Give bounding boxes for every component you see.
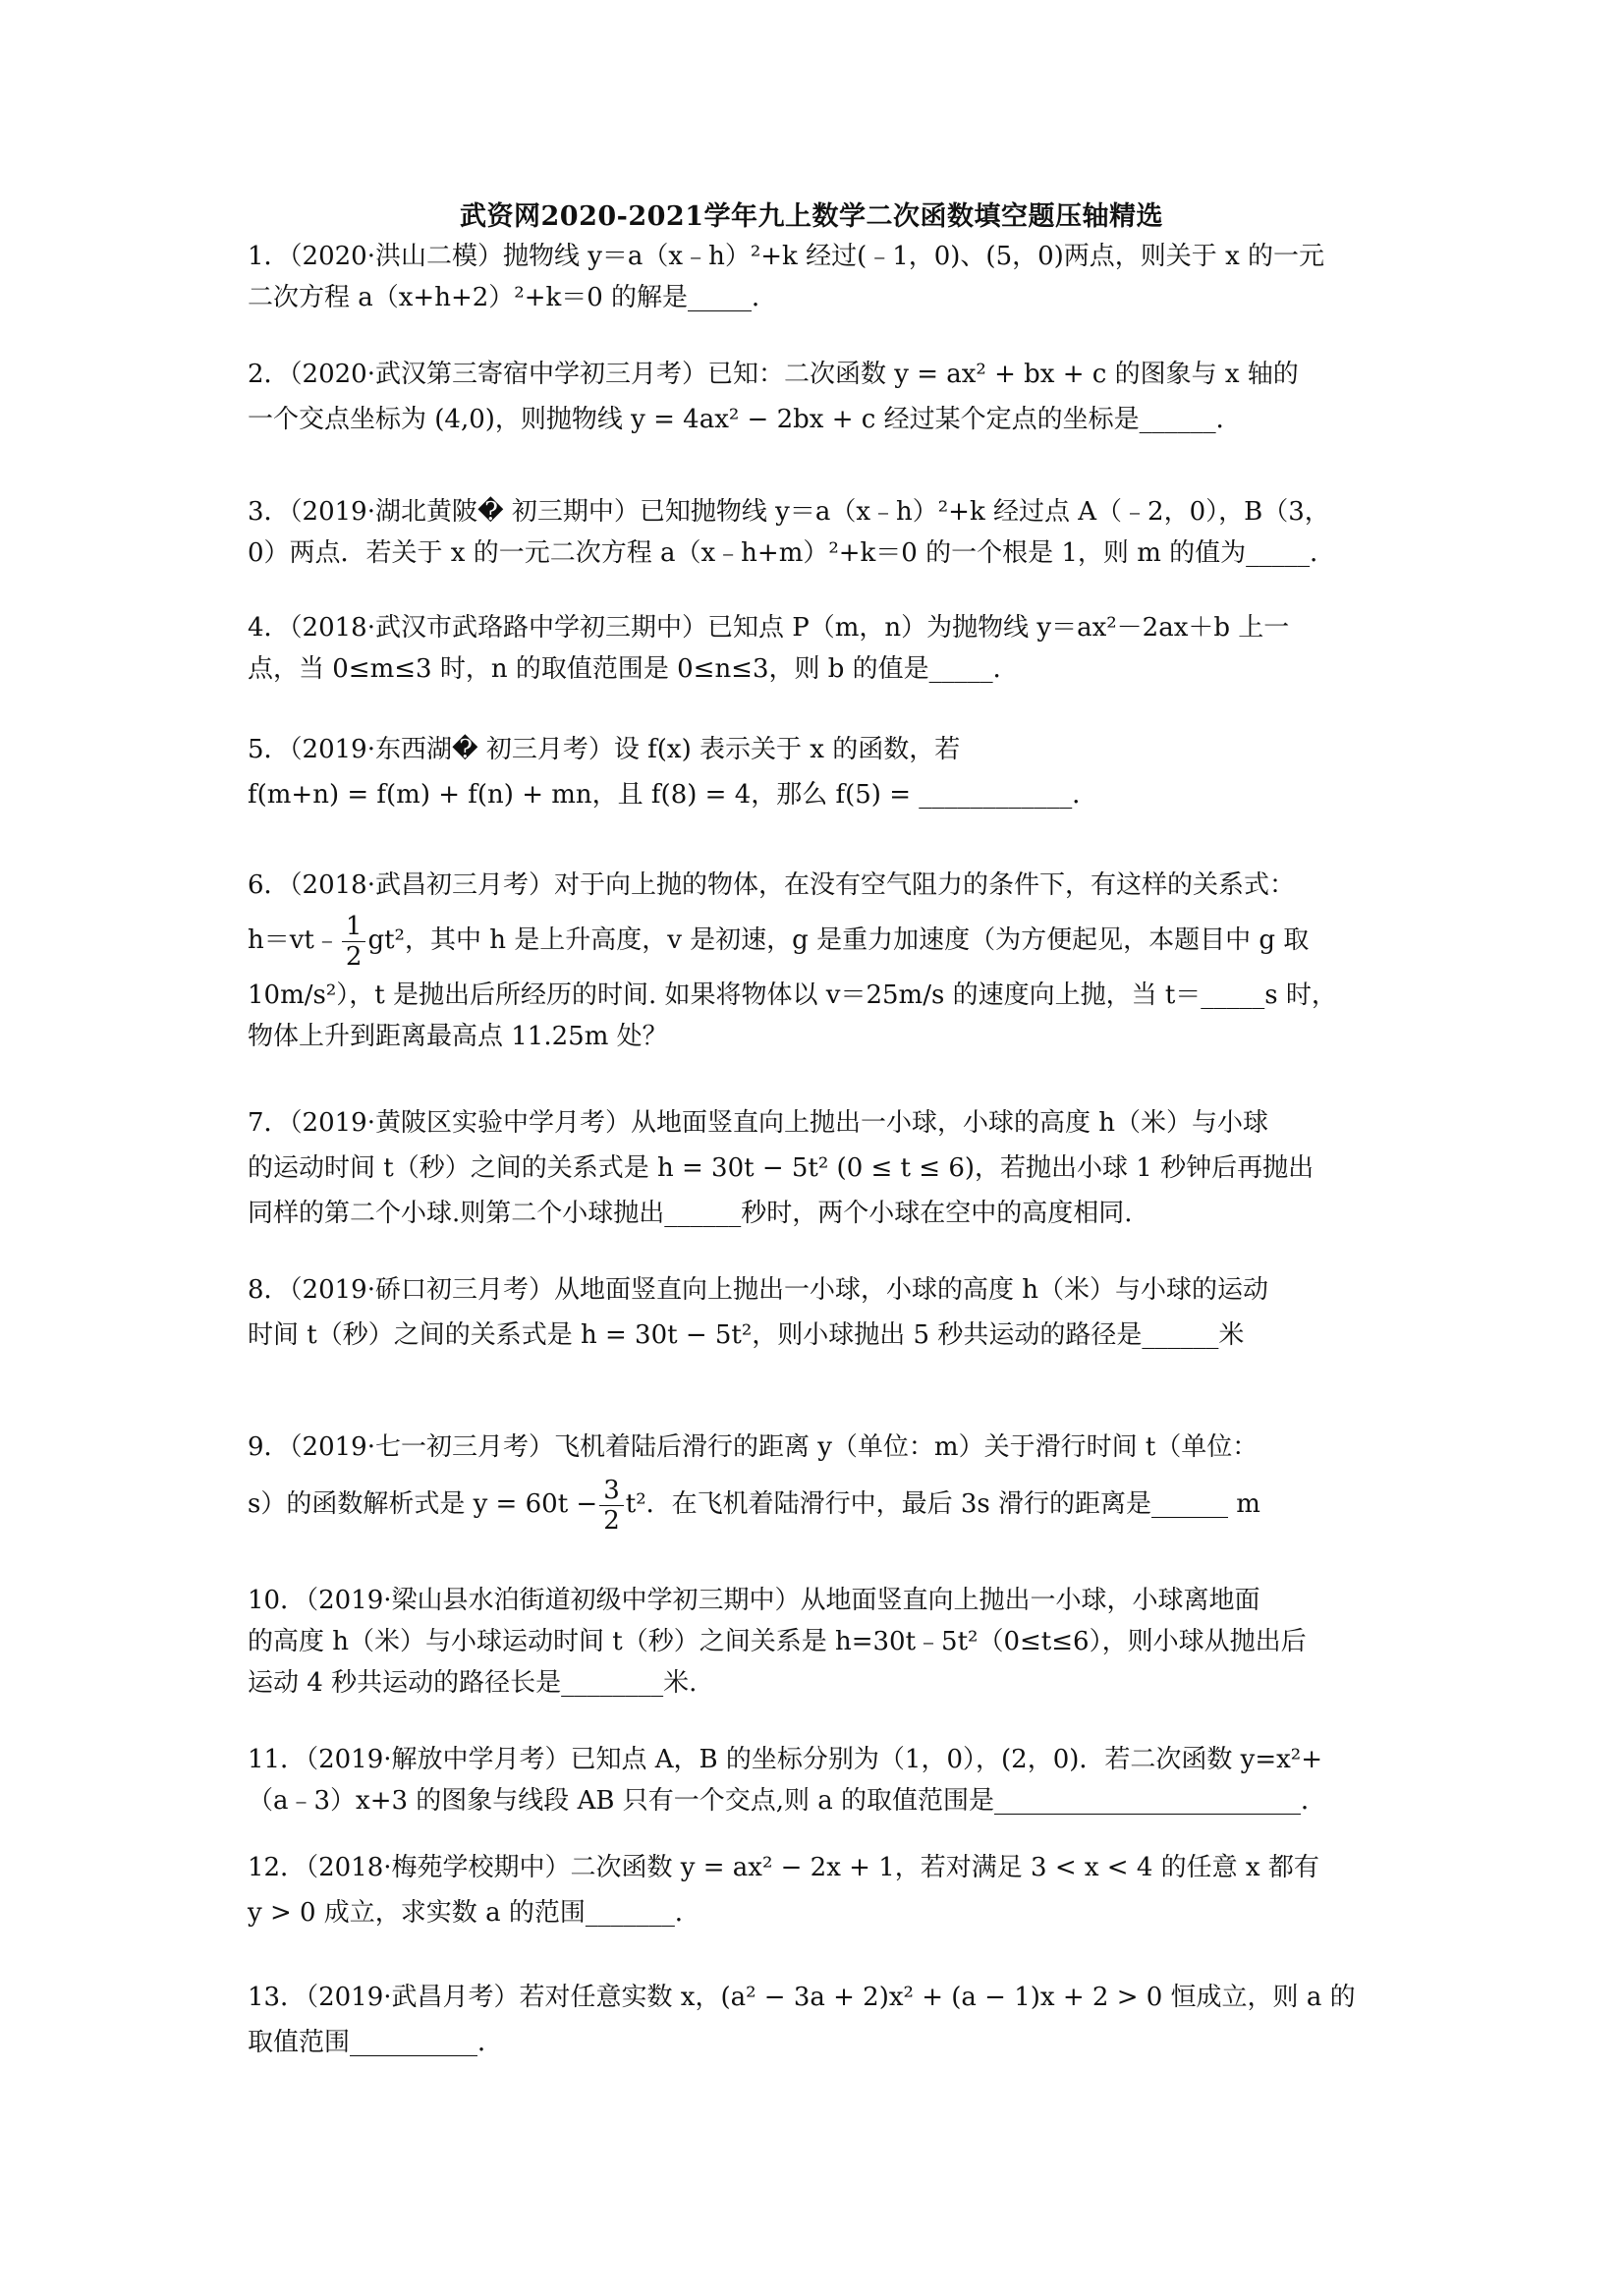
question-line: 取值范围__________． [248,2028,504,2057]
question-line: 8．（2019·硚口初三月考）从地面竖直向上抛出一小球，小球的高度 h（米）与小球的运动 [248,1275,1268,1305]
question-line: 物体上升到距离最高点 11.25m 处？ [248,1022,668,1051]
question-line: 1．（2020·洪山二模）抛物线 y＝a（x﹣h）²+k 经过(﹣1，0)、(5，0)两点，则关于 x 的一元 [248,242,1324,271]
question-10 [248,1580,1387,1704]
question-4 [248,607,1387,690]
question-line: 3．（2019·湖北黄陂� 初三期中）已知抛物线 y＝a（x﹣h）²+k 经过点 A（﹣2，0），B（3， [248,497,1330,527]
question-line: 同样的第二个小球.则第二个小球抛出______秒时，两个小球在空中的高度相同. [248,1199,1133,1228]
question-line: （a﹣3）x+3 的图象与线段 AB 只有一个交点,则 a 的取值范围是________________________． [248,1786,1327,1816]
question-line: 二次方程 a（x+h+2）²+k＝0 的解是_____． [248,283,778,312]
formula-prefix: h＝vt﹣ [248,925,340,955]
question-line: f(m+n) = f(m) + f(n) + mn，且 f(8) = 4，那么 f(5) = ____________． [248,780,1098,810]
question-line: 13．（2019·武昌月考）若对任意实数 x，(a² − 3a + 2)x² + (a − 1)x + 2 > 0 恒成立，则 a 的 [248,1983,1356,2012]
question-line: 时间 t（秒）之间的关系式是 h = 30t − 5t²，则小球抛出 5 秒共运动的路径是______米 [248,1320,1245,1350]
question-line: 4．（2018·武汉市武珞路中学初三期中）已知点 P（m，n）为抛物线 y＝ax²－2ax＋b 上一 [248,613,1290,643]
question-line: 5．（2019·东西湖� 初三月考）设 f(x) 表示关于 x 的函数，若 [248,735,961,764]
question-line: 一个交点坐标为 (4,0)，则抛物线 y = 4ax² − 2bx + c 经过某个定点的坐标是______． [248,405,1242,434]
question-1 [248,236,1387,318]
fraction-denominator: 2 [345,941,363,972]
question-line: 12．（2018·梅苑学校期中）二次函数 y = ax² − 2x + 1，若对满足 3 < x < 4 的任意 x 都有 [248,1853,1319,1882]
page-title: 武资网2020-2021学年九上数学二次函数填空题压轴精选 [460,201,1163,232]
question-9 [248,1425,1387,1539]
question-line: 0）两点．若关于 x 的一元二次方程 a（x﹣h+m）²+k＝0 的一个根是 1，则 m 的值为_____． [248,538,1336,568]
question-8 [248,1267,1387,1358]
fraction [599,1475,624,1536]
question-12 [248,1845,1387,1935]
formula-prefix: s）的函数解析式是 y = 60t − [248,1489,598,1519]
question-line: 运动 4 秒共运动的路径长是________米. [248,1668,698,1698]
question-line: y > 0 成立，求实数 a 的范围_______． [248,1898,700,1928]
question-line: 的运动时间 t（秒）之间的关系式是 h = 30t − 5t² (0 ≤ t ≤ 6)，若抛出小球 1 秒钟后再抛出 [248,1153,1315,1183]
fraction-numerator: 3 [599,1478,624,1506]
question-line: 9．（2019·七一初三月考）飞机着陆后滑行的距离 y（单位：m）关于滑行时间 t（单位： [248,1432,1259,1462]
question-line: 2．（2020·武汉第三寄宿中学初三月考）已知：二次函数 y = ax² + bx + c 的图象与 x 轴的 [248,360,1299,389]
question-13 [248,1975,1387,2065]
question-6 [248,865,1387,1057]
fraction-numerator: 1 [342,914,366,942]
question-line-with-fraction [248,906,1387,975]
question-line: 的高度 h（米）与小球运动时间 t（秒）之间关系是 h=30t﹣5t²（0≤t≤6），则小球从抛出后 [248,1627,1307,1656]
fraction-denominator: 2 [603,1505,620,1536]
question-3 [248,491,1387,574]
question-line: 6．（2018·武昌初三月考）对于向上抛的物体，在没有空气阻力的条件下，有这样的关系式： [248,870,1295,900]
question-11 [248,1739,1387,1821]
fraction [342,911,366,972]
question-line: 10．（2019·梁山县水泊街道初级中学初三期中）从地面竖直向上抛出一小球，小球离地面 [248,1586,1260,1615]
question-line: 11．（2019·解放中学月考）已知点 A，B 的坐标分别为（1，0），(2，0)．若二次函数 y=x²+ [248,1745,1322,1774]
question-line-with-fraction [248,1470,1387,1539]
question-line: 10m/s²），t 是抛出后所经历的时间. 如果将物体以 v＝25m/s 的速度向上抛，当 t＝_____s 时， [248,980,1337,1010]
question-line: 7．（2019·黄陂区实验中学月考）从地面竖直向上抛出一小球，小球的高度 h（米）与小球 [248,1108,1268,1138]
question-2 [248,352,1387,442]
formula-suffix: t²．在飞机着陆滑行中，最后 3s 滑行的距离是______ m [625,1489,1260,1519]
question-5 [248,727,1387,817]
question-7 [248,1100,1387,1236]
formula-suffix: gt²，其中 h 是上升高度，v 是初速，g 是重力加速度（为方便起见，本题目中 g 取 [367,925,1310,955]
question-line: 点，当 0≤m≤3 时，n 的取值范围是 0≤n≤3，则 b 的值是_____． [248,654,1019,684]
